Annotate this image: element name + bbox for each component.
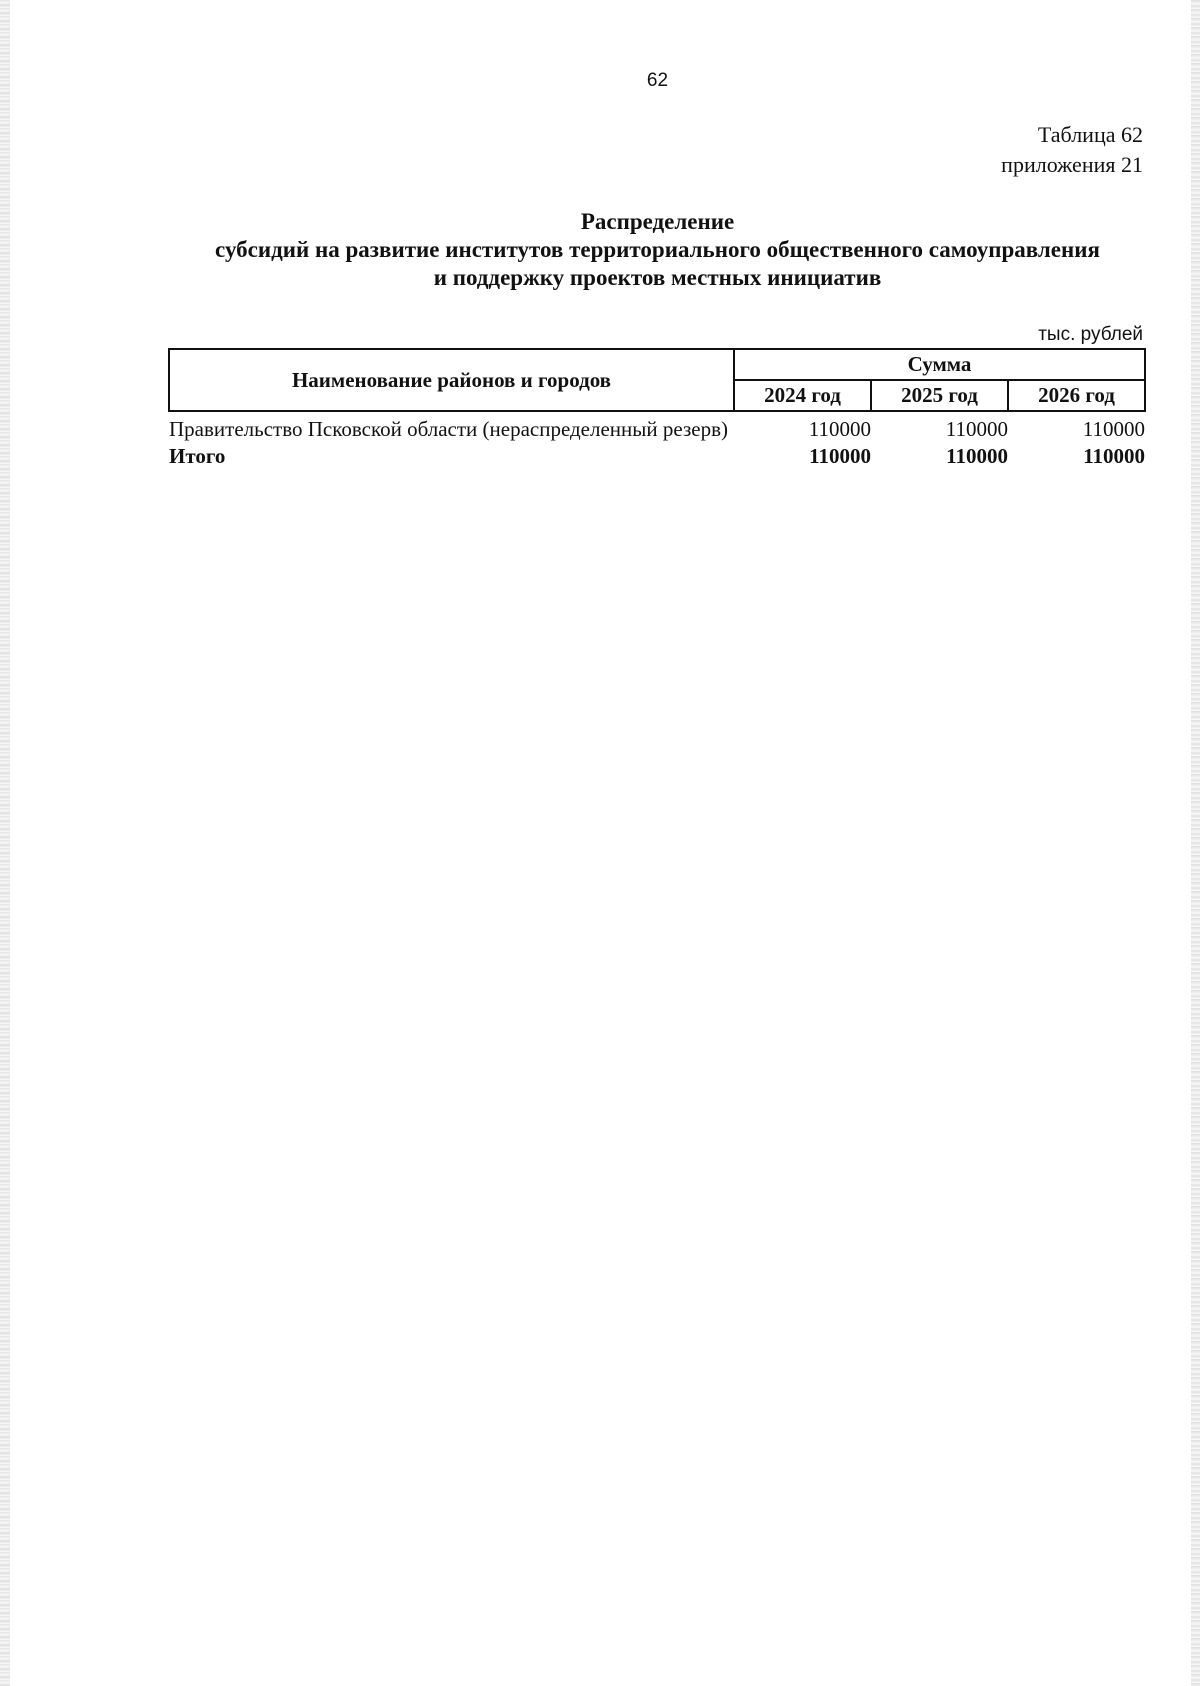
header-year-2025: 2025 год (871, 380, 1008, 411)
total-value-2024: 110000 (809, 444, 871, 468)
subsidy-table (168, 348, 1146, 470)
table-reference (1001, 120, 1143, 180)
page-number: 62 (646, 70, 669, 91)
units-label: тыс. рублей (1038, 324, 1143, 345)
table-ref-line2: приложения 21 (1001, 152, 1143, 177)
header-year-2026: 2026 год (1008, 380, 1145, 411)
row-value-2026: 110000 (1082, 417, 1146, 441)
document-title (0, 208, 1200, 292)
total-row (169, 443, 1145, 470)
header-sum: Сумма (734, 349, 1145, 380)
total-value-2025: 110000 (946, 444, 1008, 468)
row-value-2024: 110000 (808, 417, 871, 441)
table-row (169, 411, 1145, 443)
title-line3: и поддержку проектов местных инициатив (433, 265, 882, 290)
row-name: Правительство Псковской области (нераспределенный резерв) (169, 417, 728, 441)
title-line2: субсидий на развитие институтов территориального общественного самоуправления (215, 237, 1100, 262)
header-name: Наименование районов и городов (169, 349, 734, 411)
table-ref-line1: Таблица 62 (1037, 122, 1143, 147)
title-line1: Распределение (580, 209, 735, 234)
header-year-2024: 2024 год (734, 380, 871, 411)
total-value-2026: 110000 (1083, 444, 1146, 468)
total-name: Итого (169, 444, 226, 468)
row-value-2025: 110000 (945, 417, 1008, 441)
